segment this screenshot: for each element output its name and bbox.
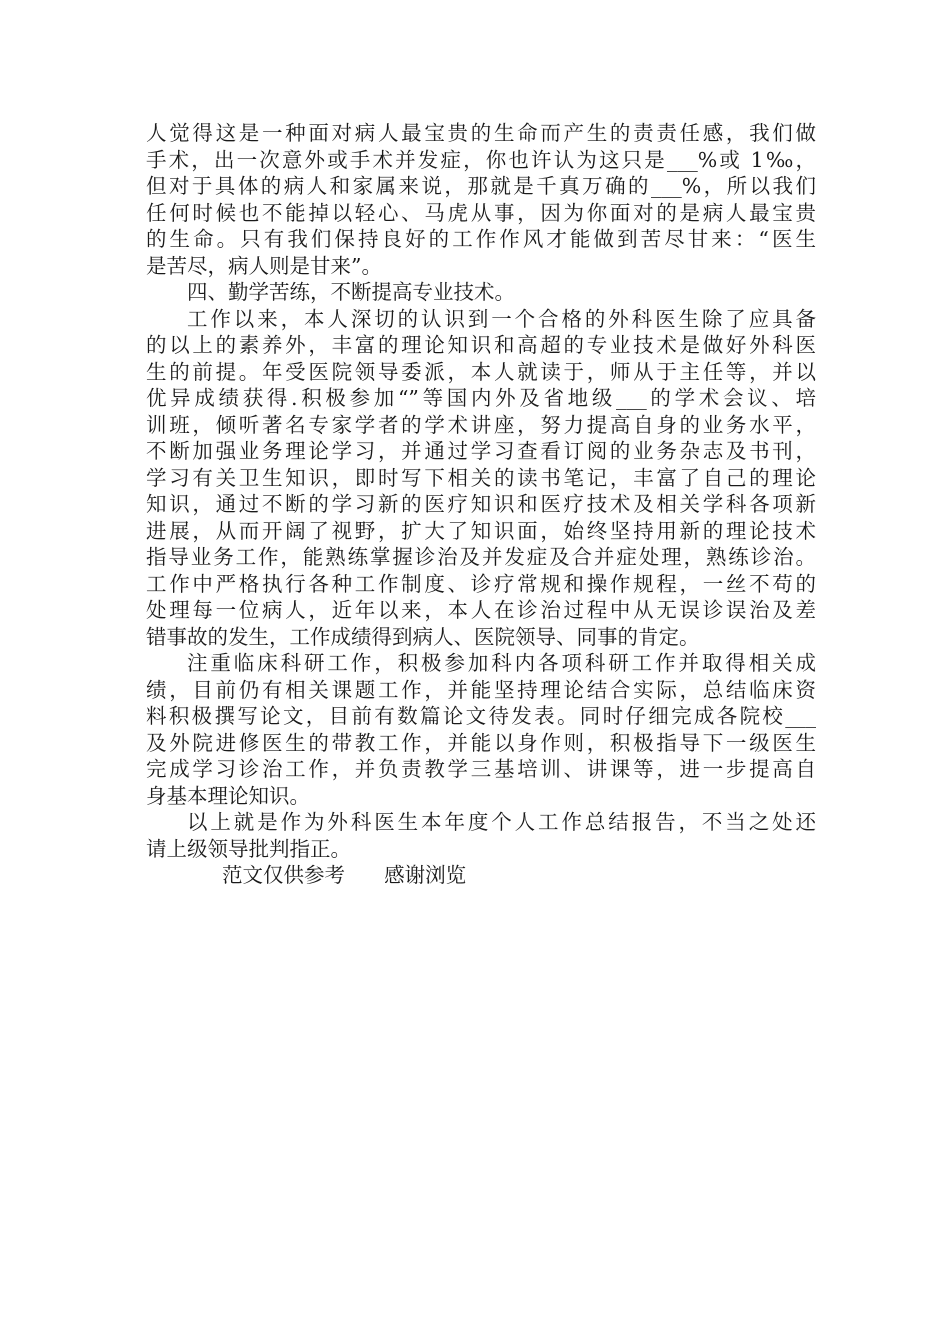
text-line: 是苦尽，病人则是甘来”。 (146, 253, 382, 278)
text-line: 学习有关卫生知识，即时写下相关的读书笔记，丰富了自己的理论 (146, 465, 816, 490)
text-line: 以上就是作为外科医生本年度个人工作总结报告，不当之处还 (187, 810, 816, 834)
text-line: 知识，通过不断的学习新的医疗知识和医疗技术及相关学科各项新 (146, 492, 816, 516)
text-line: 处理每一位病人，近年以来，本人在诊治过程中从无误诊误治及差 (146, 598, 816, 622)
section-heading: 四、勤学苦练，不断提高专业技术。 (187, 280, 515, 304)
paragraph-1 (146, 120, 816, 279)
text-line: 工作中严格执行各种工作制度、诊疗常规和操作规程，一丝不苟的 (146, 571, 816, 596)
paragraph-5 (146, 809, 816, 862)
text-line: 指导业务工作，能熟练掌握诊治及并发症及合并症处理，熟练诊治。 (146, 545, 816, 569)
text-line: 手术，出一次意外或手术并发症，你也许认为这只是___%或 1‰， (146, 147, 816, 172)
text-line: 不断加强业务理论学习，并通过学习查看订阅的业务杂志及书刊， (146, 439, 816, 463)
footer-note: 范文仅供参考 感谢浏览 (222, 863, 467, 887)
text-line: 生的前提。年受医院领导委派，本人就读于，师从于主任等，并以 (146, 359, 816, 384)
text-line: 任何时候也不能掉以轻心、马虎从事，因为你面对的是病人最宝贵 (146, 200, 816, 225)
text-line: 错事故的发生，工作成绩得到病人、医院领导、同事的肯定。 (146, 624, 700, 649)
text-line: 优异成绩获得.积极参加“”等国内外及省地级___的学术会议、培 (146, 386, 816, 410)
paragraph-4 (146, 650, 816, 809)
text-line: 的生命。只有我们保持良好的工作作风才能做到苦尽甘来：“医生 (146, 227, 816, 251)
text-line: 料积极撰写论文，目前有数篇论文待发表。同时仔细完成各院校___ (146, 704, 816, 728)
text-line: 但对于具体的病人和家属来说，那就是千真万确的___%，所以我们 (146, 174, 816, 198)
text-line: 人觉得这是一种面对病人最宝贵的生命而产生的责责任感，我们做 (146, 121, 816, 145)
text-line: 工作以来，本人深切的认识到一个合格的外科医生除了应具备 (187, 306, 816, 331)
text-line: 完成学习诊治工作，并负责教学三基培训、讲课等，进一步提高自 (146, 757, 816, 781)
text-line: 的以上的素养外，丰富的理论知识和高超的专业技术是做好外科医 (146, 333, 816, 357)
text-line: 注重临床科研工作，积极参加科内各项科研工作并取得相关成 (187, 651, 816, 675)
document-body (146, 120, 816, 889)
text-line: 身基本理论知识。 (146, 783, 310, 808)
text-line: 请上级领导批判指正。 (146, 836, 351, 861)
text-line: 绩，目前仍有相关课题工作，并能坚持理论结合实际，总结临床资 (146, 677, 816, 702)
text-line: 进展，从而开阔了视野，扩大了知识面，始终坚持用新的理论技术 (146, 518, 816, 543)
paragraph-3 (146, 306, 816, 651)
text-line: 训班，倾听著名专家学者的学术讲座，努力提高自身的业务水平， (146, 412, 816, 437)
section-heading-paragraph (146, 279, 816, 306)
text-line: 及外院进修医生的带教工作，并能以身作则，积极指导下一级医生 (146, 730, 816, 755)
